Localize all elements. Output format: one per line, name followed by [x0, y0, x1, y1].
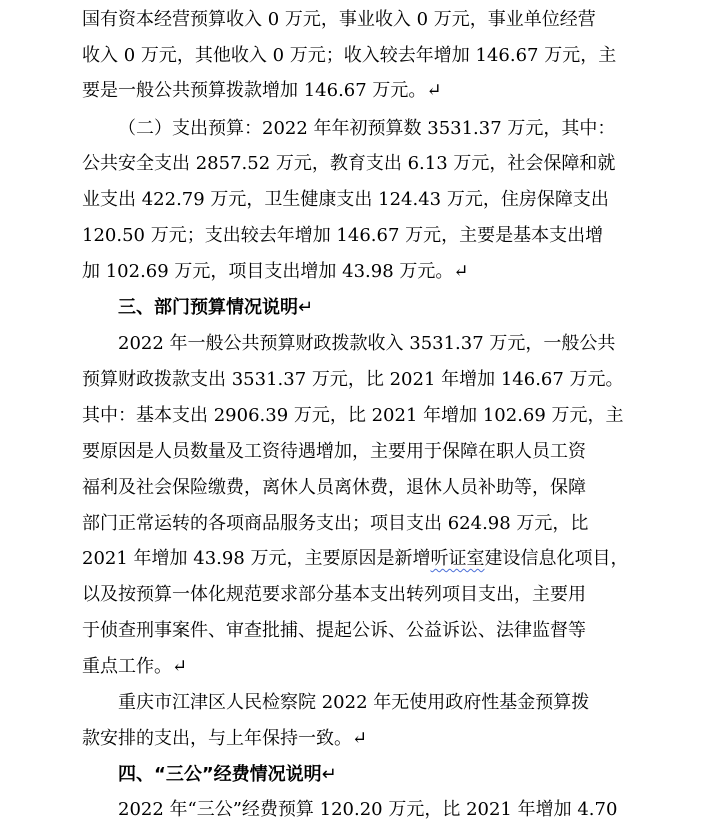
body-text-line: （二）支出预算：2022 年年初预算数 3531.37 万元，其中： — [118, 118, 616, 139]
body-text-line: 2022 年一般公共预算财政拨款收入 3531.37 万元，一般公共 — [118, 333, 616, 354]
body-text-line: 国有资本经营预算收入 0 万元，事业收入 0 万元，事业单位经营 — [82, 9, 596, 30]
body-text-line: 款安排的支出，与上年保持一致。↵ — [82, 728, 368, 749]
body-text-line: 要原因是人员数量及工资待遇增加，主要用于保障在职人员工资 — [82, 441, 586, 462]
body-text-line: 公共安全支出 2857.52 万元，教育支出 6.13 万元，社会保障和就 — [82, 153, 616, 174]
body-text-line: 收入 0 万元，其他收入 0 万元；收入较去年增加 146.67 万元，主 — [82, 45, 617, 66]
body-text-line — [82, 541, 629, 577]
body-text-line: 以及按预算一体化规范要求部分基本支出转列项目支出，主要用 — [82, 584, 586, 605]
body-text-line: 重点工作。↵ — [82, 656, 188, 677]
section-heading-3: 三、部门预算情况说明↵ — [118, 297, 314, 318]
line-with-squiggle: 2021 年增加 43.98 万元，主要原因是新增听证室建设信息化项目， — [82, 548, 629, 569]
spellcheck-flag: 听证室 — [430, 548, 485, 569]
section-heading-4: 四、“三公”经费情况说明↵ — [118, 764, 337, 785]
body-text-line: 2022 年“三公”经费预算 120.20 万元，比 2021 年增加 4.70 — [118, 799, 618, 820]
body-text-line: 120.50 万元；支出较去年增加 146.67 万元，主要是基本支出增 — [82, 225, 604, 246]
body-text-line: 加 102.69 万元，项目支出增加 43.98 万元。↵ — [82, 261, 469, 282]
body-text-line: 要是一般公共预算拨款增加 146.67 万元。↵ — [82, 80, 442, 101]
body-text-line: 其中：基本支出 2906.39 万元，比 2021 年增加 102.69 万元，主 — [82, 405, 624, 426]
body-text-line: 预算财政拨款支出 3531.37 万元，比 2021 年增加 146.67 万元。 — [82, 369, 624, 390]
body-text-line: 重庆市江津区人民检察院 2022 年无使用政府性基金预算拨 — [118, 692, 590, 713]
body-text-line: 于侦查刑事案件、审查批捕、提起公诉、公益诉讼、法律监督等 — [82, 620, 586, 641]
body-text-line: 业支出 422.79 万元，卫生健康支出 124.43 万元，住房保障支出 — [82, 189, 609, 210]
body-text-line: 福利及社会保险缴费，离休人员离休费，退休人员补助等，保障 — [82, 477, 586, 498]
body-text-line: 部门正常运转的各项商品服务支出；项目支出 624.98 万元，比 — [82, 513, 589, 534]
